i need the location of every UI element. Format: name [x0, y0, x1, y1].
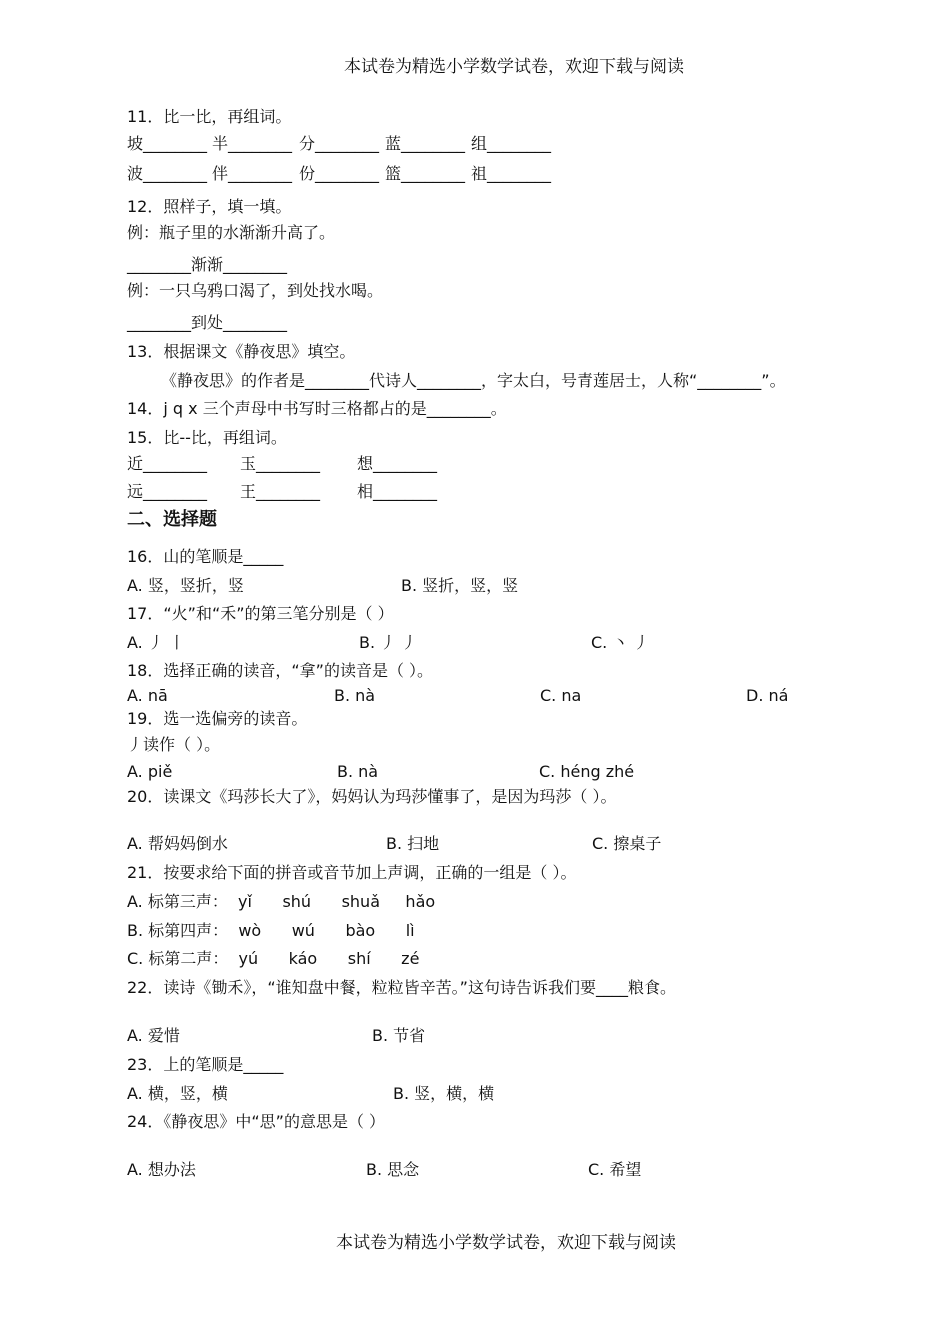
- q12-example-2: 例：一只乌鸦口渴了，到处找水喝。: [127, 281, 384, 300]
- question-15-title: 15．比--比，再组词。: [127, 428, 287, 447]
- page-footer: 本试卷为精选小学数学试卷，欢迎下载与阅读: [336, 1233, 676, 1253]
- q16-option-b: B. 竖折，竖，竖: [401, 576, 519, 595]
- q15-row2-item: 王________: [240, 482, 321, 501]
- question-18-title: 18．选择正确的读音，“拿”的读音是（ ）。: [127, 661, 434, 680]
- q12-fill-2: ________到处________: [127, 313, 288, 332]
- q15-row1-item: 近________: [127, 454, 208, 473]
- question-20-title: 20．读课文《玛莎长大了》，妈妈认为玛莎懂事了，是因为玛莎（ ）。: [127, 787, 617, 806]
- q15-row2-item: 相________: [357, 482, 438, 501]
- q24-option-b: B. 思念: [366, 1160, 420, 1179]
- q17-option-c: C. 丶 丿: [591, 633, 650, 652]
- q15-row1-item: 想________: [357, 454, 438, 473]
- q18-option-a: A. nā: [127, 686, 168, 705]
- q18-option-d: D. ná: [746, 686, 789, 705]
- q11-row2-item: 波________: [127, 164, 208, 183]
- q11-row1-item: 蓝________: [385, 134, 466, 153]
- question-12-title: 12．照样子，填一填。: [127, 197, 292, 216]
- question-14-title: 14．j q x 三个声母中书写时三格都占的是________。: [127, 399, 507, 418]
- q22-option-a: A. 爱惜: [127, 1026, 180, 1045]
- page-header: 本试卷为精选小学数学试卷，欢迎下载与阅读: [344, 57, 684, 77]
- q18-option-b: B. nà: [334, 686, 376, 705]
- q11-row2-item: 祖________: [471, 164, 552, 183]
- q20-option-a: A. 帮妈妈倒水: [127, 834, 228, 853]
- q19-subtext: 丿读作（ ）。: [127, 735, 221, 754]
- q12-fill-1: ________渐渐________: [127, 255, 288, 274]
- q17-option-b: B. 丿 丿: [359, 633, 418, 652]
- q19-option-c: C. héng zhé: [539, 762, 635, 781]
- q17-option-a: A. 丿 丨: [127, 633, 185, 652]
- question-21-title: 21．按要求给下面的拼音或音节加上声调，正确的一组是（ ）。: [127, 863, 577, 882]
- q13-text: 《静夜思》的作者是________代诗人________，字太白，号青莲居士，人称“________”。: [161, 371, 786, 390]
- section-heading: 二、选择题: [127, 509, 217, 530]
- q19-option-a: A. piě: [127, 762, 173, 781]
- question-23-title: 23．上的笔顺是_____: [127, 1055, 284, 1074]
- q12-example-1: 例：瓶子里的水渐渐升高了。: [127, 223, 336, 242]
- question-19-title: 19．选一选偏旁的读音。: [127, 709, 308, 728]
- question-22-title: 22．读诗《锄禾》，“谁知盘中餐，粒粒皆辛苦。”这句诗告诉我们要____粮食。: [127, 978, 676, 997]
- question-13-title: 13．根据课文《静夜思》填空。: [127, 342, 356, 361]
- question-16-title: 16．山的笔顺是_____: [127, 547, 284, 566]
- question-17-title: 17．“火”和“禾”的第三笔分别是（ ）: [127, 604, 394, 623]
- q21-option-c: C. 标第二声： yú káo shí zé: [127, 949, 420, 968]
- question-24-title: 24．《静夜思》中“思”的意思是（ ）: [127, 1112, 386, 1131]
- q15-row2-item: 远________: [127, 482, 208, 501]
- q11-row1-item: 组________: [471, 134, 552, 153]
- q11-row2-item: 伴________: [212, 164, 293, 183]
- q24-option-c: C. 希望: [588, 1160, 642, 1179]
- q16-option-a: A. 竖，竖折，竖: [127, 576, 244, 595]
- q11-row2-item: 篮________: [385, 164, 466, 183]
- q11-row1-item: 坡________: [127, 134, 208, 153]
- q20-option-c: C. 擦桌子: [592, 834, 662, 853]
- q22-option-b: B. 节省: [372, 1026, 426, 1045]
- q18-option-c: C. na: [540, 686, 582, 705]
- q19-option-b: B. nà: [337, 762, 379, 781]
- q15-row1-item: 玉________: [240, 454, 321, 473]
- q21-option-b: B. 标第四声： wò wú bào lì: [127, 921, 415, 940]
- q21-option-a: A. 标第三声： yǐ shú shuǎ hǎo: [127, 892, 436, 911]
- question-11-title: 11．比一比，再组词。: [127, 107, 292, 126]
- q11-row1-item: 半________: [212, 134, 293, 153]
- q11-row1-item: 分________: [299, 134, 380, 153]
- q11-row2-item: 份________: [299, 164, 380, 183]
- q23-option-b: B. 竖，横，横: [393, 1084, 495, 1103]
- q20-option-b: B. 扫地: [386, 834, 440, 853]
- q24-option-a: A. 想办法: [127, 1160, 196, 1179]
- q23-option-a: A. 横，竖，横: [127, 1084, 228, 1103]
